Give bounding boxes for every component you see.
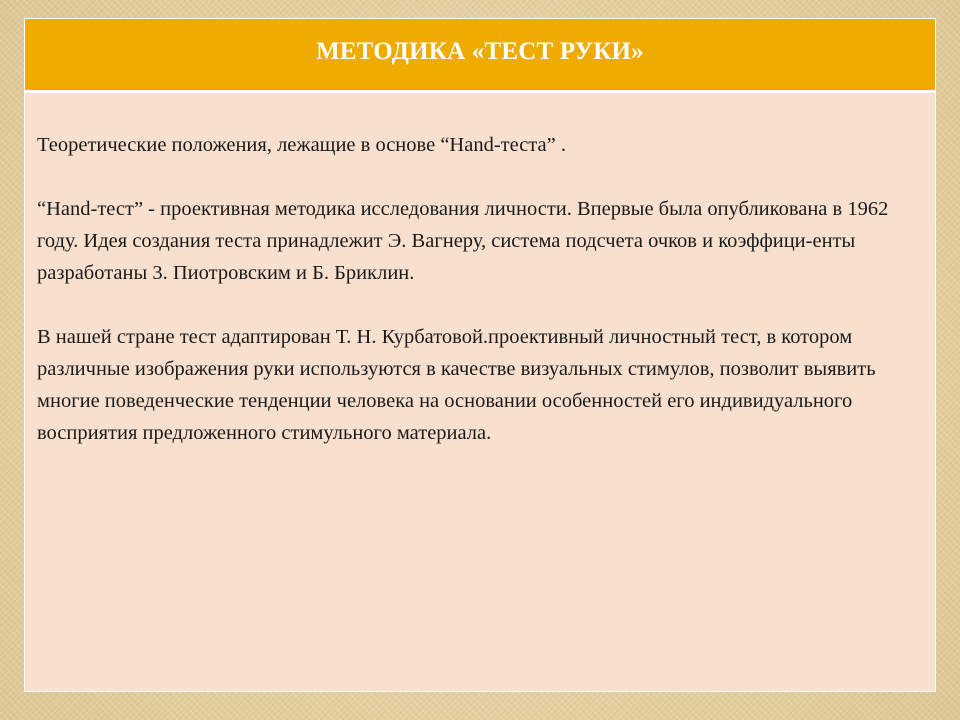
slide-title: МЕТОДИКА «ТЕСТ РУКИ» (316, 38, 644, 65)
content-table (24, 18, 936, 692)
paragraph-history: “Hand-тест” - проективная методика исследования личности. Впервые была опубликована в 1962 году. Идея создания теста принадлежит Э. Вагнеру, система подсчета очков и коэффици-енты разработаны 3. Пиотровским и Б. Бриклин. (37, 198, 889, 284)
table-body-cell (25, 93, 935, 691)
slide-body-text (37, 129, 927, 481)
paragraph-adaptation: В нашей стране тест адаптирован Т. Н. Курбатовой.проективный личностный тест, в котором различные изображения руки используются в качестве визуальных стимулов, позволит выявить многие поведенческие тенденции человека на основании особенностей его индивидуального восприятия предложенного стимульного материала. (37, 326, 876, 444)
table-header-cell (25, 19, 935, 93)
paragraph-theory: Теоретические положения, лежащие в основе “Hand-теста” . (37, 134, 566, 156)
